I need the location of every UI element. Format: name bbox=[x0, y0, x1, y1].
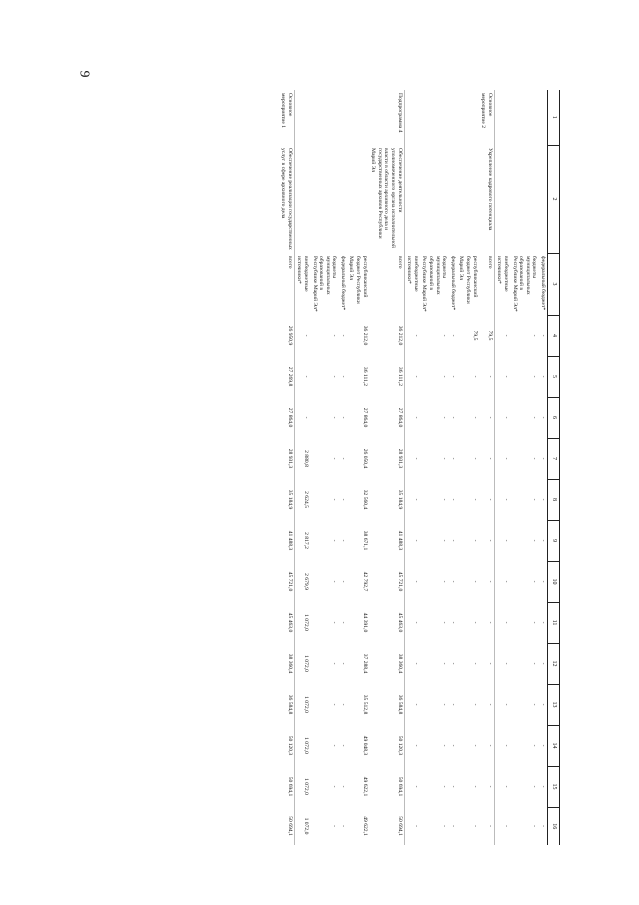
value-cell: 28 931,3 bbox=[369, 438, 404, 479]
program-cell bbox=[538, 90, 547, 145]
value-cell: - bbox=[412, 416, 419, 419]
value-cell: - bbox=[412, 785, 419, 788]
value-cell: - bbox=[331, 457, 338, 460]
value-cell: - bbox=[441, 334, 448, 337]
value-cell: - bbox=[441, 621, 448, 624]
program-cell: Подпрограмма 4 bbox=[369, 90, 404, 145]
title-cell bbox=[420, 145, 448, 253]
source-cell: бюджеты муниципальных образований в Республике Марий Эл* bbox=[511, 256, 538, 312]
value-cell: - bbox=[531, 662, 538, 665]
value-cell: - bbox=[449, 375, 456, 378]
value-cell: - bbox=[479, 438, 495, 479]
value-cell: - bbox=[471, 539, 478, 542]
value-cell: 41 488,3 bbox=[369, 520, 404, 561]
table-row bbox=[404, 90, 420, 845]
value-cell: - bbox=[331, 621, 338, 624]
value-cell: - bbox=[502, 416, 509, 419]
table-row bbox=[538, 90, 547, 845]
source-cell: внебюджетные источники* bbox=[496, 256, 509, 292]
value-cell: 38 360,4 bbox=[279, 643, 295, 684]
header-cell: 14 bbox=[547, 725, 559, 766]
title-cell bbox=[448, 145, 457, 253]
source-cell: федеральный бюджет* bbox=[539, 256, 546, 311]
value-cell: - bbox=[531, 457, 538, 460]
value-cell: - bbox=[479, 479, 495, 520]
value-cell: 79,5 bbox=[479, 315, 495, 356]
value-cell: - bbox=[449, 744, 456, 747]
value-cell: - bbox=[471, 498, 478, 501]
value-cell: - bbox=[471, 744, 478, 747]
value-cell: - bbox=[539, 334, 546, 337]
header-row bbox=[547, 90, 559, 845]
value-cell: - bbox=[441, 703, 448, 706]
value-cell: 41 488,3 bbox=[279, 520, 295, 561]
value-cell: - bbox=[502, 785, 509, 788]
value-cell: - bbox=[479, 807, 495, 845]
value-cell: 2 880,8 bbox=[302, 450, 309, 467]
value-cell: - bbox=[502, 744, 509, 747]
value-cell: - bbox=[471, 416, 478, 419]
value-cell: - bbox=[441, 662, 448, 665]
value-cell: 36 111,2 bbox=[361, 366, 368, 387]
value-cell: - bbox=[479, 766, 495, 807]
value-cell: - bbox=[449, 621, 456, 624]
title-cell bbox=[457, 145, 479, 253]
value-cell: 36 584,8 bbox=[369, 684, 404, 725]
value-cell: - bbox=[531, 580, 538, 583]
program-cell bbox=[294, 90, 310, 145]
header-cell: 10 bbox=[547, 561, 559, 602]
value-cell: 45 463,0 bbox=[369, 602, 404, 643]
header-cell: 9 bbox=[547, 520, 559, 561]
header-cell: 5 bbox=[547, 356, 559, 397]
value-cell: - bbox=[539, 375, 546, 378]
table-body bbox=[279, 90, 548, 845]
value-cell: 37 288,4 bbox=[361, 653, 368, 674]
value-cell: - bbox=[479, 561, 495, 602]
value-cell: 50 694,1 bbox=[369, 807, 404, 845]
value-cell: - bbox=[539, 662, 546, 665]
program-cell bbox=[404, 90, 420, 145]
value-cell: - bbox=[412, 539, 419, 542]
value-cell: - bbox=[441, 457, 448, 460]
value-cell: - bbox=[539, 825, 546, 827]
table-row bbox=[420, 90, 448, 845]
program-cell bbox=[420, 90, 448, 145]
title-cell bbox=[494, 145, 510, 253]
table-row bbox=[448, 90, 457, 845]
value-cell: 2 817,2 bbox=[302, 532, 309, 549]
value-cell: - bbox=[339, 785, 346, 788]
table-row bbox=[494, 90, 510, 845]
title-cell bbox=[338, 145, 347, 253]
header-cell: 16 bbox=[547, 807, 559, 845]
value-cell: - bbox=[502, 498, 509, 501]
value-cell: 27 864,0 bbox=[369, 397, 404, 438]
value-cell: - bbox=[441, 580, 448, 583]
value-cell: - bbox=[339, 457, 346, 460]
value-cell: - bbox=[412, 334, 419, 337]
value-cell: 38 360,4 bbox=[369, 643, 404, 684]
value-cell: - bbox=[331, 498, 338, 501]
table-row bbox=[338, 90, 347, 845]
value-cell: - bbox=[331, 580, 338, 583]
value-cell: - bbox=[471, 580, 478, 583]
value-cell: - bbox=[331, 539, 338, 542]
value-cell: 2 624,5 bbox=[302, 491, 309, 508]
value-cell: - bbox=[412, 825, 419, 827]
source-cell: всего bbox=[369, 253, 404, 315]
value-cell: - bbox=[412, 457, 419, 460]
value-cell: - bbox=[539, 416, 546, 419]
value-cell: - bbox=[331, 334, 338, 337]
value-cell: 79,5 bbox=[471, 330, 478, 341]
value-cell: - bbox=[339, 580, 346, 583]
table-row bbox=[294, 90, 310, 845]
value-cell: - bbox=[441, 539, 448, 542]
table-row bbox=[457, 90, 479, 845]
value-cell: - bbox=[339, 375, 346, 378]
value-cell: - bbox=[502, 662, 509, 665]
program-cell bbox=[347, 90, 369, 145]
value-cell: 35 512,8 bbox=[361, 694, 368, 715]
value-cell: - bbox=[449, 539, 456, 542]
value-cell: 35 184,9 bbox=[369, 479, 404, 520]
source-cell: всего bbox=[279, 253, 295, 315]
source-cell: федеральный бюджет* bbox=[339, 256, 346, 311]
value-cell: - bbox=[302, 416, 309, 419]
value-cell: - bbox=[502, 703, 509, 706]
value-cell: - bbox=[449, 662, 456, 665]
value-cell: - bbox=[412, 744, 419, 747]
value-cell: - bbox=[502, 457, 509, 460]
value-cell: - bbox=[479, 684, 495, 725]
title-cell bbox=[310, 145, 338, 253]
program-cell bbox=[310, 90, 338, 145]
value-cell: 36 584,8 bbox=[279, 684, 295, 725]
value-cell: 1 072,0 bbox=[302, 817, 309, 835]
value-cell: - bbox=[531, 785, 538, 788]
value-cell: - bbox=[502, 621, 509, 624]
value-cell: - bbox=[539, 580, 546, 583]
header-cell: 7 bbox=[547, 438, 559, 479]
value-cell: - bbox=[412, 498, 419, 501]
value-cell: - bbox=[539, 785, 546, 788]
value-cell: - bbox=[449, 825, 456, 827]
title-cell bbox=[404, 145, 420, 253]
value-cell: - bbox=[331, 744, 338, 747]
value-cell: 38 671,1 bbox=[361, 530, 368, 551]
value-cell: - bbox=[412, 703, 419, 706]
header-cell: 12 bbox=[547, 643, 559, 684]
value-cell: - bbox=[339, 703, 346, 706]
value-cell: - bbox=[302, 334, 309, 337]
value-cell: - bbox=[449, 498, 456, 501]
value-cell: - bbox=[531, 539, 538, 542]
value-cell: 45 721,0 bbox=[279, 561, 295, 602]
value-cell: - bbox=[539, 744, 546, 747]
value-cell: - bbox=[479, 356, 495, 397]
value-cell: - bbox=[449, 703, 456, 706]
header-cell: 3 bbox=[547, 253, 559, 315]
value-cell: - bbox=[502, 539, 509, 542]
source-cell: республиканский бюджет Республики Марий Эл bbox=[348, 256, 368, 304]
header-cell: 15 bbox=[547, 766, 559, 807]
program-cell bbox=[494, 90, 510, 145]
value-cell: - bbox=[539, 457, 546, 460]
value-cell: - bbox=[531, 744, 538, 747]
value-cell: - bbox=[502, 580, 509, 583]
value-cell: 50 120,3 bbox=[369, 725, 404, 766]
value-cell: - bbox=[302, 375, 309, 378]
value-cell: 1 072,0 bbox=[302, 778, 309, 795]
table-row bbox=[510, 90, 538, 845]
value-cell: - bbox=[331, 375, 338, 378]
source-cell: внебюджетные источники* bbox=[406, 256, 419, 292]
header-cell: 8 bbox=[547, 479, 559, 520]
value-cell: - bbox=[531, 621, 538, 624]
value-cell: - bbox=[471, 662, 478, 665]
value-cell: - bbox=[331, 703, 338, 706]
value-cell: 1 072,0 bbox=[302, 737, 309, 754]
title-cell bbox=[347, 145, 369, 253]
value-cell: 44 391,0 bbox=[361, 612, 368, 633]
value-cell: - bbox=[441, 825, 448, 827]
value-cell: 49 622,1 bbox=[361, 776, 368, 797]
value-cell: - bbox=[539, 498, 546, 501]
value-cell: 27 269,8 bbox=[279, 356, 295, 397]
value-cell: - bbox=[331, 662, 338, 665]
value-cell: - bbox=[479, 520, 495, 561]
table-row bbox=[347, 90, 369, 845]
title-cell: Укрепление кадрового потенциала bbox=[479, 145, 495, 253]
value-cell: 36 212,0 bbox=[361, 325, 368, 346]
budget-table bbox=[279, 90, 560, 845]
program-cell bbox=[510, 90, 538, 145]
value-cell: - bbox=[471, 703, 478, 706]
value-cell: - bbox=[449, 580, 456, 583]
table-row bbox=[479, 90, 495, 845]
value-cell: - bbox=[441, 416, 448, 419]
table-row bbox=[310, 90, 338, 845]
value-cell: - bbox=[412, 580, 419, 583]
value-cell: 49 048,3 bbox=[361, 735, 368, 756]
value-cell: 49 622,1 bbox=[361, 816, 368, 836]
value-cell: - bbox=[339, 621, 346, 624]
value-cell: - bbox=[502, 825, 509, 827]
value-cell: - bbox=[531, 703, 538, 706]
title-cell bbox=[294, 145, 310, 253]
value-cell: - bbox=[412, 375, 419, 378]
value-cell: - bbox=[479, 725, 495, 766]
value-cell: - bbox=[502, 334, 509, 337]
source-cell: всего bbox=[479, 253, 495, 315]
value-cell: 50 694,1 bbox=[279, 766, 295, 807]
value-cell: 36 111,2 bbox=[369, 356, 404, 397]
value-cell: - bbox=[441, 375, 448, 378]
value-cell: 27 864,0 bbox=[361, 407, 368, 428]
header-cell: 1 bbox=[547, 90, 559, 145]
value-cell: - bbox=[471, 375, 478, 378]
value-cell: 1 072,0 bbox=[302, 655, 309, 672]
value-cell: - bbox=[539, 539, 546, 542]
value-cell: - bbox=[441, 498, 448, 501]
header-cell: 13 bbox=[547, 684, 559, 725]
value-cell: 1 072,0 bbox=[302, 696, 309, 713]
value-cell: 27 864,0 bbox=[279, 397, 295, 438]
source-cell: бюджеты муниципальных образований в Республике Марий Эл* bbox=[421, 256, 448, 312]
value-cell: - bbox=[331, 825, 338, 827]
program-cell: Основное мероприятие 2 bbox=[479, 90, 495, 145]
program-cell bbox=[457, 90, 479, 145]
value-cell: - bbox=[339, 334, 346, 337]
value-cell: 36 212,0 bbox=[369, 315, 404, 356]
value-cell: - bbox=[449, 457, 456, 460]
value-cell: 45 463,0 bbox=[279, 602, 295, 643]
value-cell: 2 679,9 bbox=[302, 573, 309, 590]
source-cell: внебюджетные источники* bbox=[296, 256, 309, 292]
value-cell: - bbox=[339, 539, 346, 542]
value-cell: 26 950,9 bbox=[279, 315, 295, 356]
value-cell: - bbox=[441, 785, 448, 788]
table-row bbox=[369, 90, 404, 845]
header-cell: 4 bbox=[547, 315, 559, 356]
title-cell: Обеспечение реализации государственных услуг в сфере архивного дела bbox=[279, 145, 295, 253]
value-cell: - bbox=[471, 457, 478, 460]
header-cell: 2 bbox=[547, 145, 559, 253]
value-cell: - bbox=[531, 498, 538, 501]
value-cell: - bbox=[479, 602, 495, 643]
value-cell: - bbox=[331, 416, 338, 419]
source-cell: республиканский бюджет Республики Марий Эл bbox=[458, 256, 478, 304]
value-cell: - bbox=[339, 825, 346, 827]
program-cell bbox=[448, 90, 457, 145]
source-cell: бюджеты муниципальных образований в Республике Марий Эл* bbox=[311, 256, 338, 312]
title-cell bbox=[538, 145, 547, 253]
value-cell: 26 050,4 bbox=[361, 448, 368, 469]
page-number: 9 bbox=[76, 70, 92, 78]
value-cell: - bbox=[412, 621, 419, 624]
value-cell: - bbox=[479, 397, 495, 438]
title-cell bbox=[510, 145, 538, 253]
value-cell: 50 120,3 bbox=[279, 725, 295, 766]
table-row bbox=[279, 90, 295, 845]
value-cell: - bbox=[449, 785, 456, 788]
value-cell: - bbox=[531, 416, 538, 419]
value-cell: 1 072,0 bbox=[302, 614, 309, 631]
value-cell: - bbox=[471, 825, 478, 827]
value-cell: - bbox=[339, 416, 346, 419]
value-cell: - bbox=[339, 662, 346, 665]
value-cell: - bbox=[449, 334, 456, 337]
rotated-table-container bbox=[120, 90, 560, 845]
value-cell: - bbox=[531, 375, 538, 378]
value-cell: - bbox=[531, 825, 538, 827]
value-cell: - bbox=[539, 703, 546, 706]
value-cell: - bbox=[471, 785, 478, 788]
value-cell: - bbox=[441, 744, 448, 747]
value-cell: 35 184,9 bbox=[279, 479, 295, 520]
value-cell: - bbox=[449, 416, 456, 419]
value-cell: 28 931,3 bbox=[279, 438, 295, 479]
value-cell: 42 792,7 bbox=[361, 571, 368, 592]
program-cell bbox=[338, 90, 347, 145]
value-cell: 32 560,4 bbox=[361, 489, 368, 510]
value-cell: - bbox=[412, 662, 419, 665]
value-cell: - bbox=[331, 785, 338, 788]
value-cell: - bbox=[539, 621, 546, 624]
value-cell: 45 721,0 bbox=[369, 561, 404, 602]
value-cell: - bbox=[502, 375, 509, 378]
header-cell: 11 bbox=[547, 602, 559, 643]
value-cell: - bbox=[471, 621, 478, 624]
value-cell: - bbox=[339, 498, 346, 501]
program-cell: Основное мероприятие 1 bbox=[279, 90, 295, 145]
value-cell: 50 694,1 bbox=[369, 766, 404, 807]
title-cell: Обеспечение деятельности уполномоченного органа исполнительной власти в области архивного дела и государственных архивов Республики Марий Эл bbox=[369, 145, 404, 253]
header-cell: 6 bbox=[547, 397, 559, 438]
value-cell: - bbox=[531, 334, 538, 337]
value-cell: - bbox=[479, 643, 495, 684]
source-cell: федеральный бюджет* bbox=[449, 256, 456, 311]
value-cell: 50 694,1 bbox=[279, 807, 295, 845]
value-cell: - bbox=[339, 744, 346, 747]
